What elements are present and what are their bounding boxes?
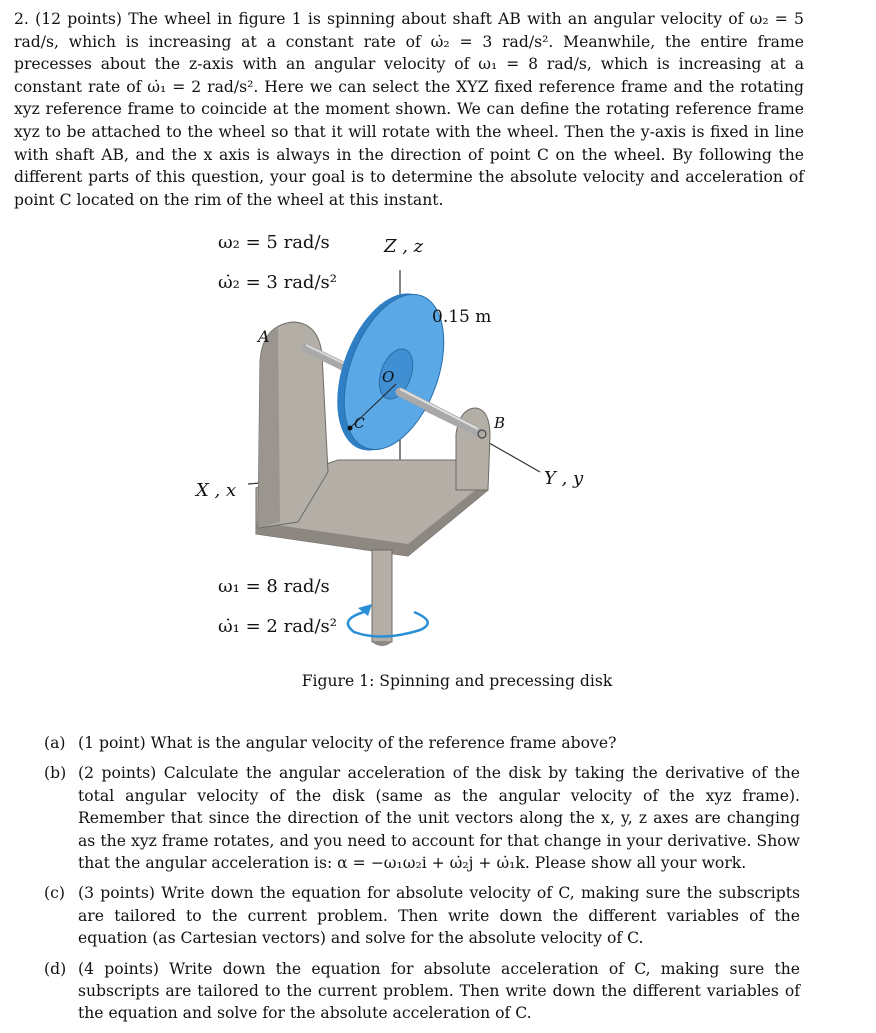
- part-d-text: (4 points) Write down the equation for absolute acceleration of C, making sure the subscripts are tailored to the current problem. Then write down the different variables of the equation and solve for the absolute acceleration of C.: [78, 959, 800, 1023]
- omega1-label: ω₁ = 8 rad/s: [218, 576, 330, 597]
- problem-statement: [14, 8, 804, 211]
- part-b-label: (b): [44, 764, 67, 783]
- point-a-label: A: [258, 327, 270, 346]
- part-d: [44, 958, 800, 1025]
- figure-1: [188, 222, 618, 670]
- question-parts: [44, 732, 800, 1033]
- part-d-label: (d): [44, 959, 67, 978]
- x-axis-label: X , x: [196, 480, 237, 501]
- omega2-dot-label: ω̇₂ = 3 rad/s²: [218, 272, 337, 293]
- problem-number: 2.: [14, 10, 29, 28]
- part-a-text: (1 point) What is the angular velocity of the reference frame above?: [78, 734, 617, 752]
- part-c-label: (c): [44, 884, 65, 903]
- part-c: [44, 882, 800, 949]
- omega2-label: ω₂ = 5 rad/s: [218, 232, 330, 253]
- part-a: [44, 732, 800, 754]
- part-b-text: (2 points) Calculate the angular acceleration of the disk by taking the derivative of the total angular velocity of the disk (same as the angular velocity of the xyz frame). Remember that since the direction of the unit vectors along the x, y, z axes are changing as the xyz frame rotates, and you need to account for that change in your derivative. Show that the angular acceleration is: α = −ω₁ω₂i + ω̇₂j + ω̇₁k. Please show all your work.: [78, 764, 800, 873]
- point-o-label: O: [382, 368, 395, 386]
- point-c-label: C: [354, 416, 365, 432]
- point-b-label: B: [494, 414, 506, 432]
- part-a-label: (a): [44, 734, 66, 752]
- omega1-dot-label: ω̇₁ = 2 rad/s²: [218, 616, 337, 637]
- vertical-post: [372, 550, 392, 642]
- part-c-text: (3 points) Write down the equation for absolute velocity of C, making sure the subscripts are tailored to the current problem. Then write down the different variables of the equation (as Cartesian vectors) and solve for the absolute velocity of C.: [78, 884, 800, 948]
- point-c-marker: [348, 426, 353, 431]
- y-axis-label: Y , y: [544, 468, 584, 489]
- problem-text: (12 points) The wheel in figure 1 is spinning about shaft AB with an angular velocity of ω₂ = 5 rad/s, which is increasing at a constant rate of ω̇₂ = 3 rad/s². Meanwhile, the entire frame precesses about the z-axis with an angular velocity of ω₁ = 8 rad/s, which is increasing at a constant rate of ω̇₁ = 2 rad/s². Here we can select the XYZ fixed reference frame and the rotating xyz reference frame to coincide at the moment shown. We can define the rotating reference frame xyz to be attached to the wheel so that it will rotate with the wheel. Then the y-axis is fixed in line with shaft AB, and the x axis is always in the direction of point C on the wheel. By following the different parts of this question, your goal is to determine the absolute velocity and acceleration of point C located on the rim of the wheel at this instant.: [14, 10, 804, 209]
- part-b: [44, 762, 800, 874]
- figure-caption: Figure 1: Spinning and precessing disk: [301, 672, 613, 690]
- radius-label: 0.15 m: [432, 307, 492, 327]
- z-axis-label: Z , z: [384, 236, 424, 257]
